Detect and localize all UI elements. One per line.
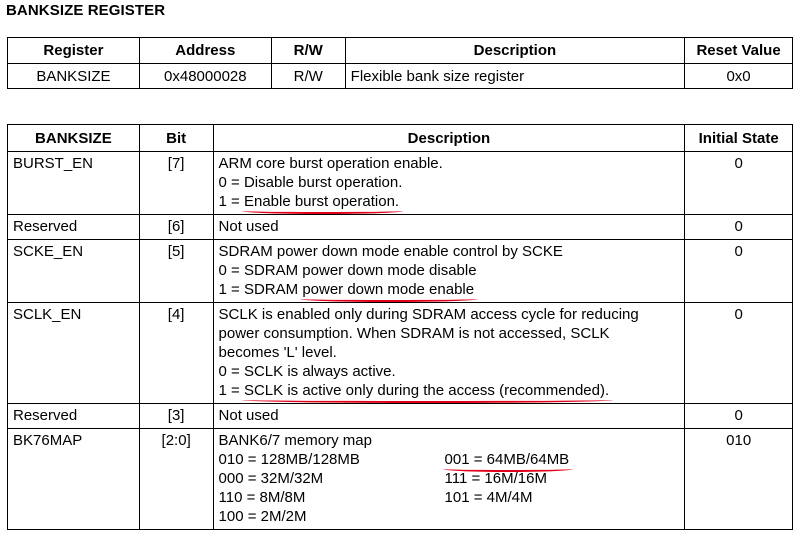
header-address: Address	[139, 38, 271, 64]
underlined-text: power down mode enable	[302, 281, 475, 298]
description-line	[219, 280, 685, 299]
bit-table-header	[8, 125, 793, 152]
field-name: Reserved	[8, 404, 140, 429]
table-row	[8, 215, 793, 240]
field-description: Not used	[213, 404, 685, 429]
header-register: Register	[8, 38, 140, 64]
description-line	[219, 381, 685, 400]
field-initial-state: 0	[685, 215, 793, 240]
underlined-text: 001 = 64MB/64MB	[444, 451, 570, 468]
map-option: 000 = 32M/32M	[218, 470, 324, 487]
field-name: BK76MAP	[8, 429, 140, 530]
field-description	[213, 152, 685, 215]
header-description: Description	[345, 38, 684, 64]
field-name: BURST_EN	[8, 152, 140, 215]
field-initial-state: 0	[685, 404, 793, 429]
register-rw: R/W	[271, 64, 345, 89]
field-initial-state: 0	[685, 303, 793, 404]
header-description: Description	[213, 125, 685, 152]
line-prefix: 1 = SDRAM	[218, 281, 303, 298]
header-banksize: BANKSIZE	[8, 125, 140, 152]
field-bit: [7]	[139, 152, 213, 215]
table-row	[8, 64, 793, 89]
register-reset-value: 0x0	[685, 64, 793, 89]
field-bit: [6]	[139, 215, 213, 240]
page-title: BANKSIZE REGISTER	[6, 2, 166, 19]
map-option: 110 = 8M/8M	[218, 489, 306, 506]
map-option-marked	[445, 450, 645, 469]
field-name: Reserved	[8, 215, 140, 240]
description-line: 0 = SDRAM power down mode disable	[218, 262, 477, 279]
description-line: ARM core burst operation enable.	[218, 155, 443, 172]
description-line: power consumption. When SDRAM is not accessed, SCLK	[218, 325, 610, 342]
field-bit: [5]	[139, 240, 213, 303]
field-initial-state: 0	[685, 152, 793, 215]
map-option: 111 = 16M/16M	[444, 470, 547, 487]
description-line: becomes 'L' level.	[218, 344, 337, 361]
register-table	[7, 37, 793, 89]
field-bit: [3]	[139, 404, 213, 429]
underlined-text: Enable burst operation.	[243, 193, 400, 210]
table-row	[8, 303, 793, 404]
line-prefix: 1 =	[218, 382, 244, 399]
field-description	[213, 429, 685, 530]
header-bit: Bit	[139, 125, 213, 152]
register-description: Flexible bank size register	[345, 64, 684, 89]
memory-map-grid	[219, 450, 685, 526]
field-initial-state: 0	[685, 240, 793, 303]
field-description: Not used	[213, 215, 685, 240]
field-description	[213, 303, 685, 404]
header-rw: R/W	[271, 38, 345, 64]
header-initial-state: Initial State	[685, 125, 793, 152]
register-address: 0x48000028	[139, 64, 271, 89]
field-bit: [4]	[139, 303, 213, 404]
field-initial-state: 010	[685, 429, 793, 530]
table-row	[8, 240, 793, 303]
map-option: 010 = 128MB/128MB	[218, 451, 360, 468]
register-name: BANKSIZE	[8, 64, 140, 89]
field-bit: [2:0]	[139, 429, 213, 530]
field-name: SCKE_EN	[8, 240, 140, 303]
field-name: SCLK_EN	[8, 303, 140, 404]
table-row	[8, 404, 793, 429]
line-prefix: 1 =	[218, 193, 244, 210]
description-line: SCLK is enabled only during SDRAM access cycle for reducing	[218, 306, 639, 323]
description-line: SDRAM power down mode enable control by SCKE	[218, 243, 563, 260]
map-option: 100 = 2M/2M	[218, 508, 307, 525]
description-heading: BANK6/7 memory map	[218, 432, 372, 449]
description-line: 0 = SCLK is always active.	[218, 363, 396, 380]
description-line	[219, 192, 685, 211]
header-reset-value: Reset Value	[685, 38, 793, 64]
bit-table	[7, 124, 793, 530]
field-description	[213, 240, 685, 303]
table-row	[8, 429, 793, 530]
underlined-text: SCLK is active only during the access (recommended).	[243, 382, 610, 399]
description-line: 0 = Disable burst operation.	[218, 174, 403, 191]
register-table-header	[8, 38, 793, 64]
table-row	[8, 152, 793, 215]
map-option: 101 = 4M/4M	[444, 489, 533, 506]
